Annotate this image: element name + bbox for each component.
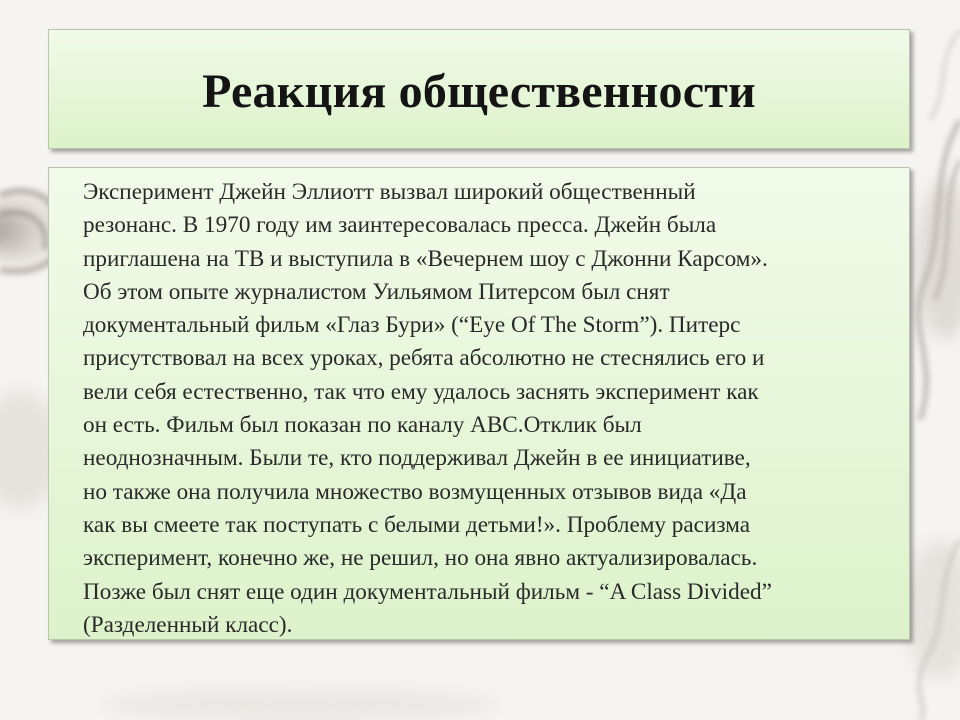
content-panel bbox=[48, 167, 910, 640]
slide-title: Реакция общественности bbox=[202, 64, 756, 118]
slide-body-text: Эксперимент Джейн Эллиотт вызвал широкий общественный резонанс. В 1970 году им заинтересовалась пресса. Джейн была приглашена на ТВ и выступила в «Вечернем шоу с Джонни Карсом». Об этом опыте журналистом Уильямом Питерсом был снят документальный фильм «Глаз Бури» (“Eye Of The Storm”). Питерс присутствовал на всех уроках, ребята абсолютно не стеснялись его и вели себя естественно, так что ему удалось заснять эксперимент как он есть. Фильм был показан по каналу ABC.Отклик был неоднозначным. Были те, кто поддерживал Джейн в ее инициативе, но также она получила множество возмущенных отзывов вида «Да как вы смеете так поступать с белыми детьми!». Проблему расизма эксперимент, конечно же, не решил, но она явно актуализировалась. Позже был снят еще один документальный фильм - “A Class Divided” (Разделенный класс). bbox=[83, 179, 772, 638]
title-panel bbox=[48, 29, 910, 149]
